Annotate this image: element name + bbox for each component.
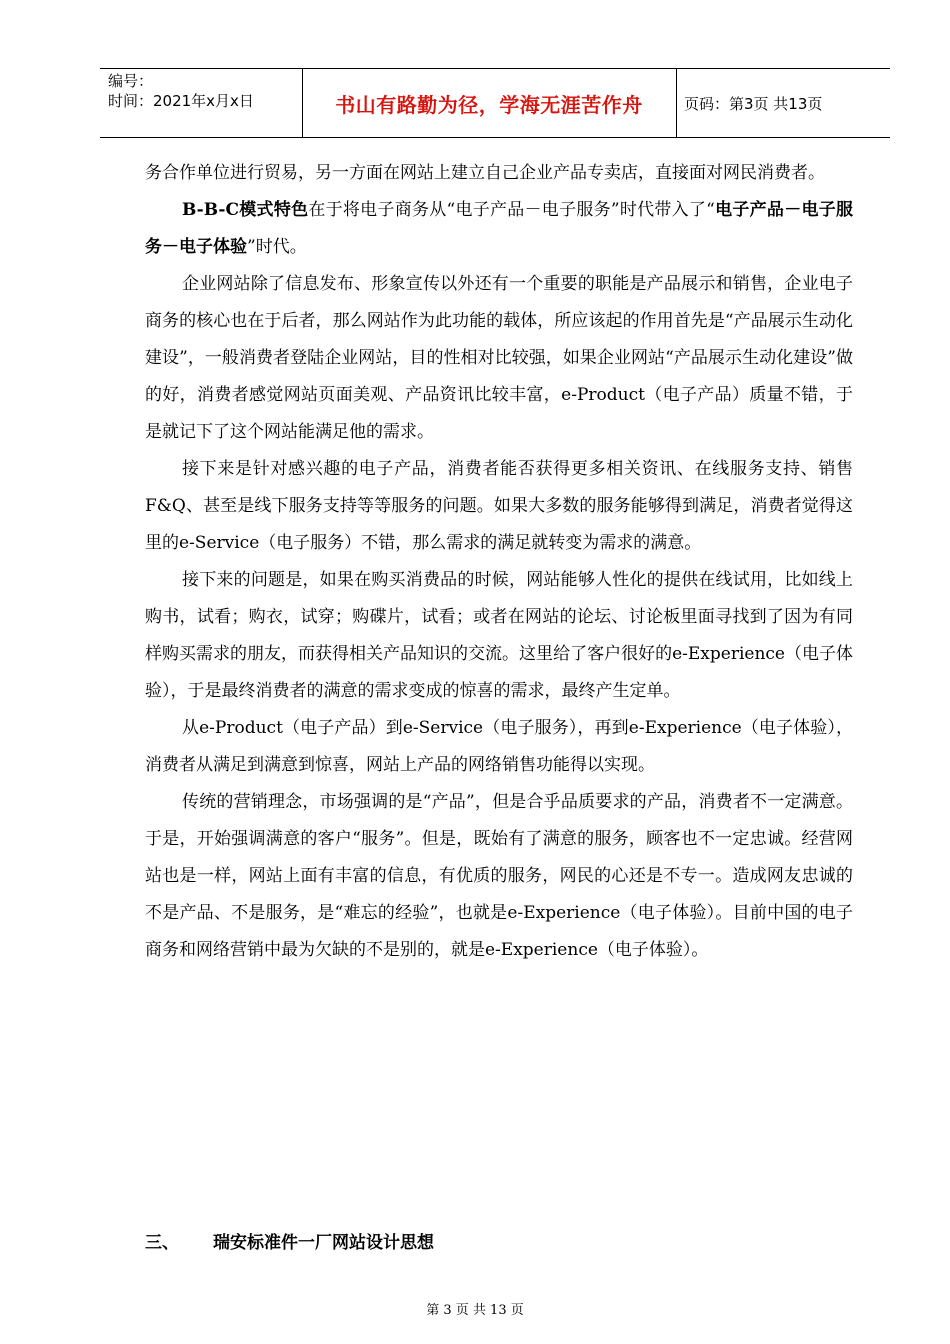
header-middle-cell <box>302 69 677 137</box>
header-motto: 书山有路勤为径，学海无涯苦作舟 <box>335 92 643 117</box>
body-paragraph-continuation: 务合作单位进行贸易，另一方面在网站上建立自己企业产品专卖店，直接面对网民消费者。 <box>145 163 825 183</box>
document-number-label: 编号： <box>108 72 154 90</box>
header-page-code: 页码：第3页 共13页 <box>684 94 823 113</box>
body-paragraph: 从e-Product（电子产品）到e-Service（电子服务），再到e-Experience（电子体验），消费者从满足到满意到惊喜，网站上产品的网络销售功能得以实现。 <box>145 718 853 775</box>
bbc-text: 在于将电子商务从“电子产品－电子服务”时代带入了“ <box>308 200 715 220</box>
document-time-label: 时间：2021年x月x日 <box>108 92 254 110</box>
bbc-text-end: ”时代。 <box>247 237 307 257</box>
page-footer: 第 3 页 共 13 页 <box>426 1303 524 1318</box>
header-left-cell <box>100 69 303 137</box>
section-number: 三、 <box>145 1233 179 1253</box>
section-heading <box>145 1228 434 1258</box>
bbc-era: 电子产品－电子服务－电子体验 <box>145 200 854 257</box>
body-paragraph: 接下来的问题是，如果在购买消费品的时候，网站能够人性化的提供在线试用，比如线上购书，试看；购衣，试穿；购碟片，试看；或者在网站的论坛、讨论板里面寻找到了因为有同样购买需求的朋友，而获得相关产品知识的交流。这里给了客户很好的e-Experience（电子体验），于是最终消费者的满意的需求变成的惊喜的需求，最终产生定单。 <box>145 570 853 701</box>
section-title: 瑞安标准件一厂网站设计思想 <box>213 1233 434 1253</box>
body-paragraph: 传统的营销理念，市场强调的是“产品”，但是合乎品质要求的产品，消费者不一定满意。于是，开始强调满意的客户“服务”。但是，既始有了满意的服务，顾客也不一定忠诚。经营网站也是一样，网站上面有丰富的信息，有优质的服务，网民的心还是不专一。造成网友忠诚的不是产品、不是服务，是“难忘的经验”，也就是e-Experience（电子体验）。目前中国的电子商务和网络营销中最为欠缺的不是别的，就是e-Experience（电子体验）。 <box>145 792 853 960</box>
bbc-term: B-B-C模式特色 <box>182 200 309 220</box>
header-right-cell <box>676 69 890 137</box>
body-paragraph-bbc <box>145 192 853 266</box>
body-paragraph: 企业网站除了信息发布、形象宣传以外还有一个重要的职能是产品展示和销售，企业电子商务的核心也在于后者，那么网站作为此功能的载体，所应该起的作用首先是“产品展示生动化建设”，一般消费者登陆企业网站，目的性相对比较强，如果企业网站“产品展示生动化建设”做的好，消费者感觉网站页面美观、产品资讯比较丰富，e-Product（电子产品）质量不错，于是就记下了这个网站能满足他的需求。 <box>145 274 853 442</box>
body-paragraph: 接下来是针对感兴趣的电子产品，消费者能否获得更多相关资讯、在线服务支持、销售F&Q、甚至是线下服务支持等等服务的问题。如果大多数的服务能够得到满足，消费者觉得这里的e-Service（电子服务）不错，那么需求的满足就转变为需求的满意。 <box>145 459 853 553</box>
page-header <box>100 68 890 138</box>
document-body <box>145 155 853 969</box>
